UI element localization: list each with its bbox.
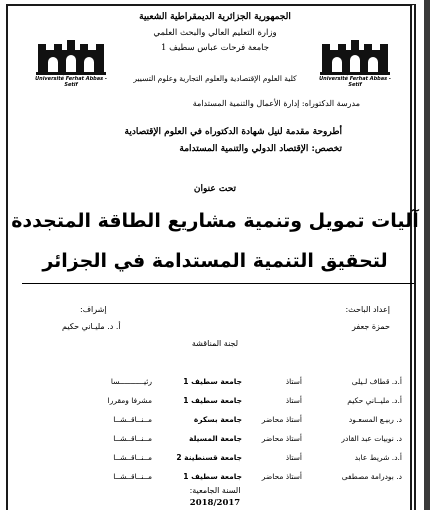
supervisor-label: إشراف:: [80, 305, 107, 314]
academic-year-value: 2018/2017: [189, 498, 241, 508]
divider: [22, 283, 414, 284]
jury-member-university: جامعة سطيف 1: [183, 396, 242, 405]
jury-member-rank: أستاذ محاضر: [261, 415, 302, 424]
thesis-title-line1: آليات تمويل وتنمية مشاريع الطاقة المتجددة: [11, 210, 419, 232]
logo-caption-right: Université Ferhat Abbas - Setif: [319, 76, 391, 88]
jury-member-university: جامعة المسيلة: [189, 434, 242, 443]
jury-member-role: رئيـــــــــــسا: [110, 377, 152, 386]
jury-row: [30, 377, 402, 390]
jury-row: [30, 415, 402, 428]
jury-member-rank: أستاذ: [285, 453, 302, 462]
faculty-name: كلية العلوم الإقتصادية والعلوم التجارية وعلوم التسيير: [133, 74, 297, 83]
jury-member-name: د. بودرامة مصطفى: [341, 472, 402, 481]
jury-member-rank: أستاذ محاضر: [261, 434, 302, 443]
jury-heading: لجنة المناقشة: [191, 339, 239, 348]
jury-member-rank: أستاذ: [285, 396, 302, 405]
doctoral-school: مدرسة الدكتوراه: إدارة الأعمال والتنمية المستدامة: [192, 99, 360, 108]
thesis-type: أطروحة مقدمة لنيل شهادة الدكتوراه في العلوم الإقتصادية: [124, 127, 342, 137]
jury-member-university: جامعة سطيف 1: [183, 472, 242, 481]
university-name: جامعة فرحات عباس سطيف 1: [161, 43, 269, 53]
jury-member-university: جامعة سطيف 1: [183, 377, 242, 386]
jury-member-name: د. ربيـع المسعـود: [348, 415, 402, 424]
jury-member-name: أ.د. شريط عابد: [354, 453, 402, 462]
jury-member-role: مــنــاقــشــا: [113, 434, 152, 443]
jury-member-name: أ.د. قطاف لـيلى: [351, 377, 402, 386]
jury-row: [30, 472, 402, 485]
jury-member-role: مــنــاقــشــا: [113, 472, 152, 481]
jury-member-name: د. نوبيات عبد القادر: [341, 434, 402, 443]
logo-caption-left: Université Ferhat Abbas - Setif: [35, 76, 107, 88]
jury-row: [30, 434, 402, 447]
jury-member-rank: أستاذ محاضر: [261, 472, 302, 481]
jury-member-university: جامعة قسنطينة 2: [176, 453, 242, 462]
thesis-title-line2: لتحقيق التنمية المستدامة في الجزائر: [42, 250, 388, 272]
prepared-by-label: إعداد الباحث:: [345, 305, 390, 314]
jury-member-role: مشرفا ومقررا: [107, 396, 152, 405]
ministry-name: وزارة التعليم العالي والبحث العلمي: [153, 28, 277, 38]
jury-member-role: مــنــاقــشــا: [113, 415, 152, 424]
under-title-label: تحت عنوان: [193, 184, 237, 194]
jury-row: [30, 396, 402, 409]
jury-member-role: مــنــاقــشــا: [113, 453, 152, 462]
jury-row: [30, 453, 402, 466]
supervisor-name: أ. د. مليـاني حكيم: [62, 322, 121, 331]
academic-year-label: السنة الجامعية:: [189, 486, 241, 495]
specialty: تخصص: الإقتصاد الدولي والتنمية المستدامة: [179, 144, 342, 154]
jury-member-university: جامعة بسكرة: [193, 415, 242, 424]
researcher-name: حمزة جعفر: [352, 322, 390, 331]
jury-member-rank: أستاذ: [285, 377, 302, 386]
republic-name: الجمهورية الجزائرية الديمقراطية الشعبية: [139, 12, 291, 22]
jury-member-name: أ.د. مليــاني حكيم: [347, 396, 402, 405]
